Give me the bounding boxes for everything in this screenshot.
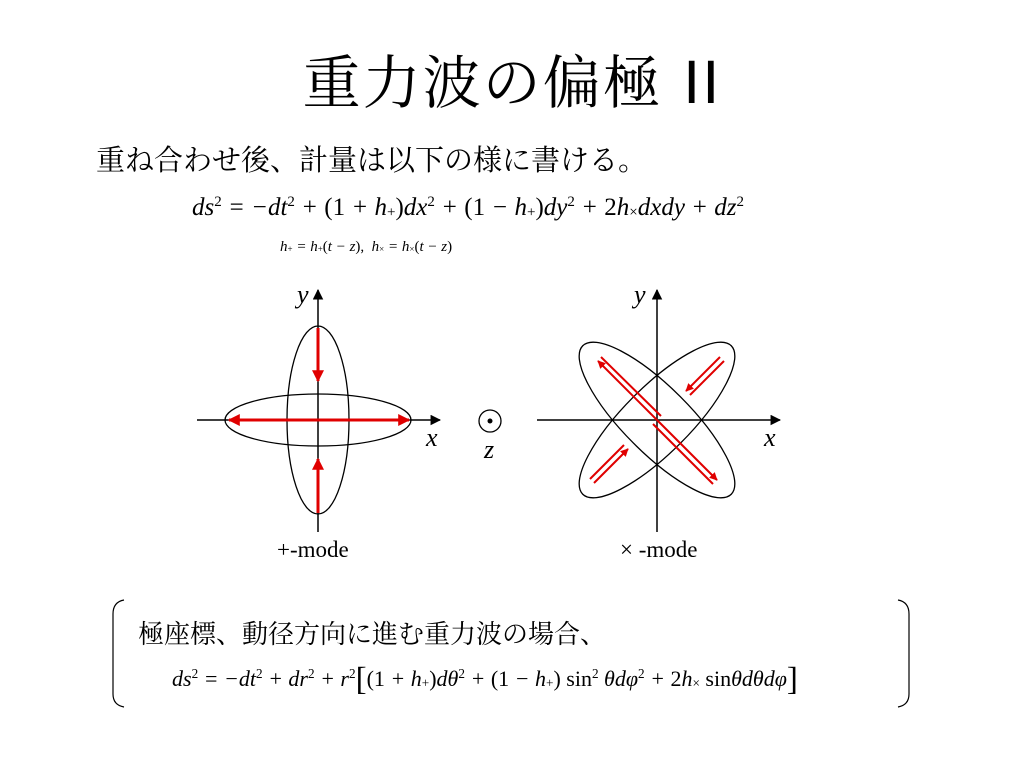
- left-bracket: [113, 600, 124, 707]
- plus-y-label: y: [297, 280, 309, 309]
- intro-text: 重ね合わせ後、計量は以下の様に書ける。: [96, 143, 648, 177]
- z-label: z: [484, 435, 495, 464]
- box-text: 極座標、動径方向に進む重力波の場合、: [138, 620, 607, 650]
- metric-equation: $ds^2 = -dt^2 + (1 + h_+)dx^2 + (1 - h_+)dy^2$ + $2h_\times dxdy + dz^2$: [192, 194, 745, 221]
- arrow-lower-right: [653, 420, 717, 484]
- arrow-upper-right: [686, 357, 724, 395]
- arrow-upper-left: [598, 357, 661, 420]
- plus-mode-label: +-mode: [277, 537, 349, 562]
- cross-mode-label: × -mode: [620, 537, 698, 562]
- cross-x-label: x: [764, 423, 776, 452]
- plus-mode-diagram: [197, 290, 440, 532]
- slide-title: 重力波の偏極 II: [302, 49, 722, 117]
- cross-y-label: y: [634, 280, 646, 309]
- cross-mode-diagram: [537, 290, 780, 532]
- plus-x-label: x: [426, 423, 438, 452]
- right-bracket: [898, 600, 909, 707]
- polar-metric-equation: $ds^2 = -dt^2 + dr^2 + r^2[(1 + h_+)d\theta^2 + (1 - h_+)$ $\sin^2 \theta d\varphi^2 + 2h_\times$ sinθdθdφ]: [172, 661, 798, 698]
- strain-arrows: [229, 328, 409, 513]
- arrow-lower-left: [590, 445, 628, 483]
- z-out-of-page-symbol: [479, 410, 501, 432]
- amplitude-definition: $h_+ = h_+(t - z)$, $h_\times = h_\times(t - z)$: [280, 239, 453, 255]
